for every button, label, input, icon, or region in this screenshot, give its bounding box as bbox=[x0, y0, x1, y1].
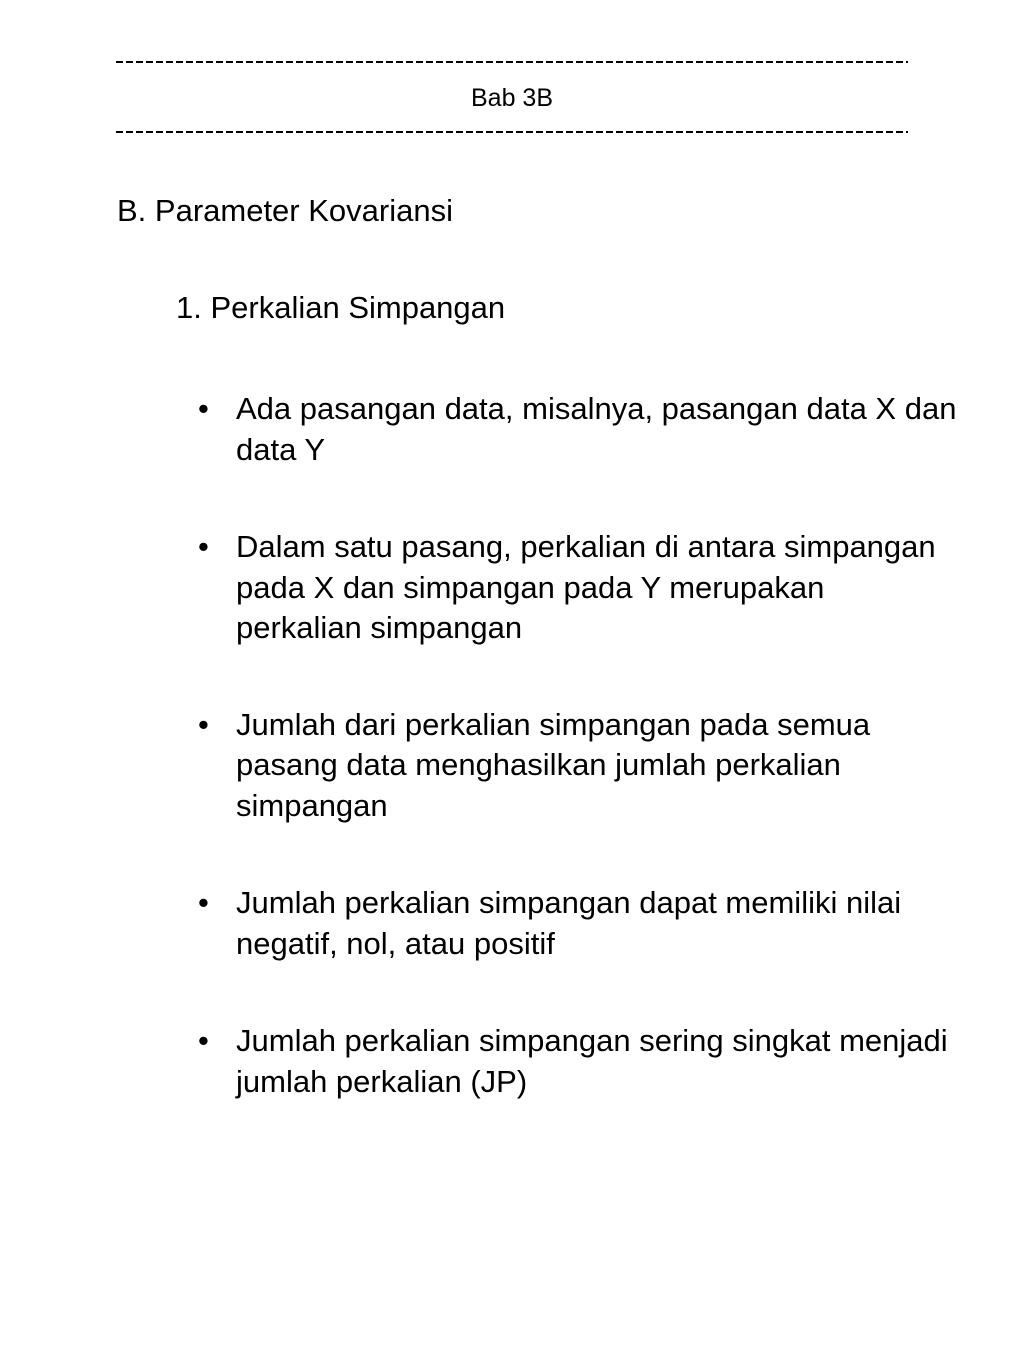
bullet-icon: • bbox=[198, 391, 209, 426]
list-item-text: Jumlah perkalian simpangan dapat memiliki nilai negatif, nol, atau positif bbox=[236, 885, 902, 961]
bullet-icon: • bbox=[198, 529, 209, 564]
list-item bbox=[198, 883, 958, 964]
bullet-icon: • bbox=[198, 885, 209, 920]
subsection-heading: 1. Perkalian Simpangan bbox=[176, 290, 506, 325]
header-top-dashed-rule bbox=[116, 61, 908, 63]
list-item-text: Jumlah perkalian simpangan sering singkat menjadi jumlah perkalian (JP) bbox=[236, 1023, 948, 1099]
list-item-text: Ada pasangan data, misalnya, pasangan data X dan data Y bbox=[236, 391, 957, 467]
list-item bbox=[198, 389, 958, 470]
list-item bbox=[198, 1021, 958, 1102]
list-item bbox=[198, 527, 958, 649]
bullet-list bbox=[198, 389, 958, 1159]
list-item bbox=[198, 705, 958, 827]
section-heading: B. Parameter Kovariansi bbox=[117, 193, 453, 228]
list-item-text: Jumlah dari perkalian simpangan pada semua pasang data menghasilkan jumlah perkalian simpangan bbox=[236, 706, 871, 823]
header-title: Bab 3B bbox=[470, 84, 553, 112]
bullet-icon: • bbox=[198, 706, 209, 742]
header-bottom-dashed-rule bbox=[116, 131, 908, 133]
bullet-icon: • bbox=[198, 1023, 209, 1058]
list-item-text: Dalam satu pasang, perkalian di antara simpangan pada X dan simpangan pada Y merupakan perkalian simpangan bbox=[236, 529, 936, 645]
